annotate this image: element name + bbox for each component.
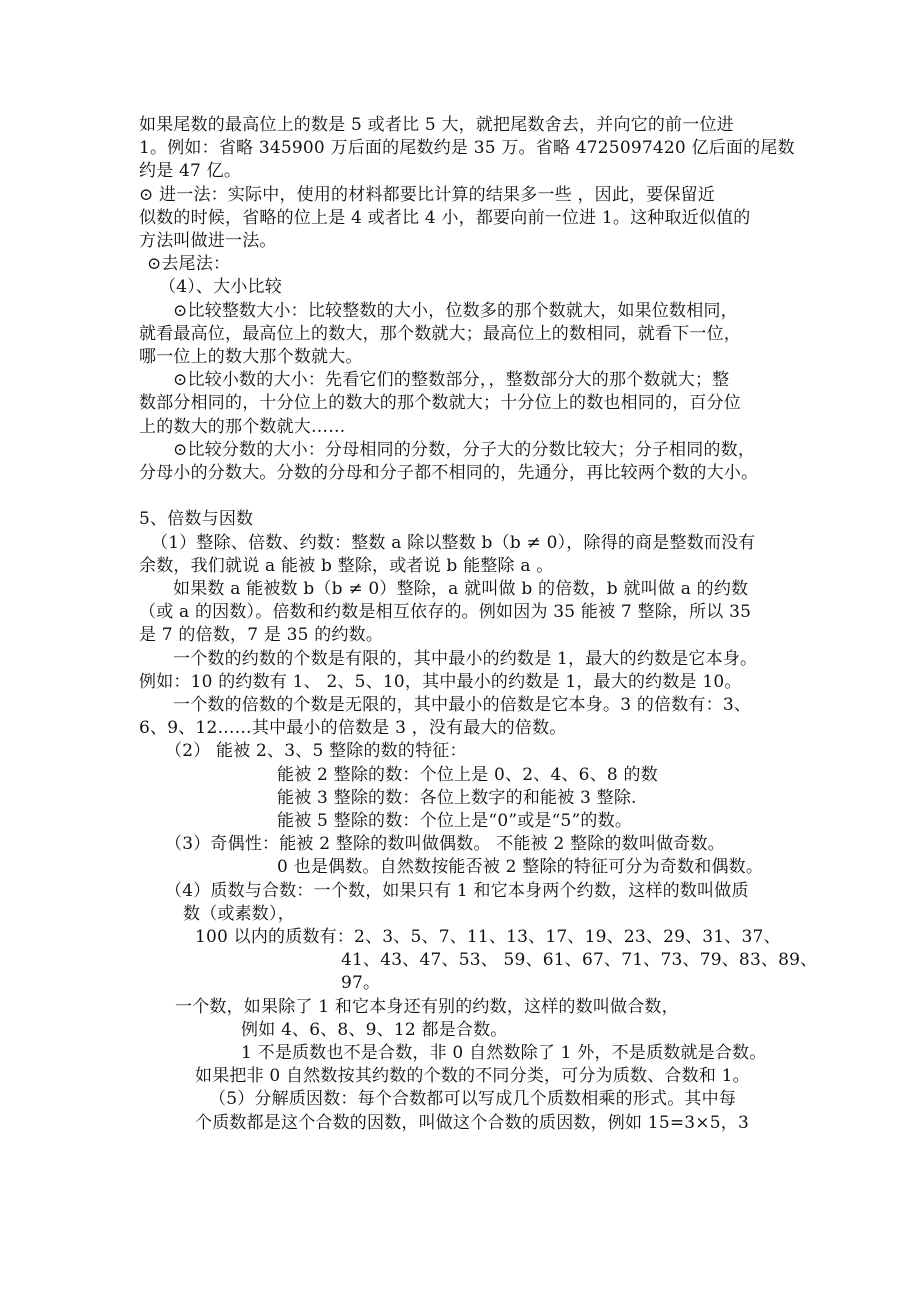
text-line: ⊙比较分数的大小：分母相同的分数，分子大的分数比较大；分子相同的数， — [173, 440, 756, 460]
text-line: 分母小的分数大。分数的分母和分子都不相同的，先通分，再比较两个数的大小。 — [139, 463, 759, 483]
text-line: （3）奇偶性：能被 2 整除的数叫做偶数。 不能被 2 整除的数叫做奇数。 — [165, 834, 725, 854]
text-line: （或 a 的因数）。倍数和约数是相互依存的。例如因为 35 能被 7 整除，所以 35 — [139, 602, 752, 622]
text-line: 就看最高位，最高位上的数大，那个数就大；最高位上的数相同，就看下一位， — [139, 324, 741, 344]
text-line: （4）质数与合数：一个数，如果只有 1 和它本身两个约数，这样的数叫做质 — [165, 881, 749, 901]
text-line: 一个数的约数的个数是有限的，其中最小的约数是 1，最大的约数是它本身。 — [173, 649, 758, 669]
text-line: ⊙ 进一法：实际中，使用的材料都要比计算的结果多一些 ，因此，要保留近 — [139, 185, 716, 205]
text-line: 1。例如：省略 345900 万后面的尾数约是 35 万。省略 4725097420 亿后面的尾数 — [139, 138, 795, 158]
text-line: 100 以内的质数有：2、3、5、7、11、13、17、19、23、29、31、37、 — [195, 927, 781, 947]
text-line: 约是 47 亿。 — [139, 161, 242, 181]
text-line: 上的数大的那个数就大…… — [139, 417, 346, 437]
text-line: 0 也是偶数。自然数按能否被 2 整除的特征可分为奇数和偶数。 — [277, 857, 764, 877]
text-line: ⊙比较整数大小：比较整数的大小，位数多的那个数就大，如果位数相同， — [173, 301, 738, 321]
text-line: 个质数都是这个合数的因数，叫做这个合数的质因数，例如 15=3×5，3 — [195, 1113, 749, 1133]
text-line: （1）整除、倍数、约数：整数 a 除以整数 b（b ≠ 0），除得的商是整数而没有 — [151, 533, 756, 553]
text-line: 是 7 的倍数，7 是 35 的约数。 — [139, 625, 384, 645]
text-line: 一个数的倍数的个数是无限的，其中最小的倍数是它本身。3 的倍数有：3、 — [173, 695, 752, 715]
text-line: 数（或素数）， — [183, 904, 295, 924]
text-line: 能被 5 整除的数：个位上是“0”或是“5”的数。 — [277, 811, 633, 831]
text-line: 如果数 a 能被数 b（b ≠ 0）整除，a 就叫做 b 的倍数，b 就叫做 a 的约数 — [173, 579, 749, 599]
text-line: 一个数，如果除了 1 和它本身还有别的约数，这样的数叫做合数， — [175, 997, 679, 1017]
text-line: 例如：10 的约数有 1、 2、5、10，其中最小的约数是 1，最大的约数是 10。 — [139, 672, 742, 692]
text-line: 如果尾数的最高位上的数是 5 或者比 5 大，就把尾数舍去，并向它的前一位进 — [139, 115, 734, 135]
text-line: ⊙比较小数的大小：先看它们的整数部分，，整数部分大的那个数就大；整 — [173, 370, 730, 390]
text-line: 方法叫做进一法。 — [139, 231, 277, 251]
text-line: 1 不是质数也不是合数，非 0 自然数除了 1 外，不是质数就是合数。 — [241, 1043, 767, 1063]
text-line: （5）分解质因数：每个合数都可以写成几个质数相乘的形式。其中每 — [209, 1089, 737, 1109]
text-line: 例如 4、6、8、9、12 都是合数。 — [241, 1020, 508, 1040]
text-line: 能被 3 整除的数：各位上数字的和能被 3 整除. — [277, 788, 637, 808]
text-line: 如果把非 0 自然数按其约数的个数的不同分类，可分为质数、合数和 1。 — [195, 1066, 750, 1086]
text-line: ⊙去尾法： — [147, 254, 231, 274]
text-line: 97。 — [341, 973, 381, 993]
text-line: （4）、大小比较 — [159, 277, 282, 297]
text-line: 能被 2 整除的数：个位上是 0、2、4、6、8 的数 — [277, 765, 658, 785]
text-line: 余数，我们就说 a 能被 b 整除，或者说 b 能整除 a 。 — [139, 556, 554, 576]
text-line: 哪一位上的数大那个数就大。 — [139, 347, 363, 367]
text-line: 6、9、12……其中最小的倍数是 3 ，没有最大的倍数。 — [139, 718, 567, 738]
text-line: （2） 能被 2、3、5 整除的数的特征： — [165, 741, 467, 761]
text-line: 数部分相同的，十分位上的数大的那个数就大；十分位上的数也相同的，百分位 — [139, 393, 741, 413]
text-line: 似数的时候，省略的位上是 4 或者比 4 小，都要向前一位进 1。这种取近似值的 — [139, 208, 751, 228]
text-line: 41、43、47、53、 59、61、67、71、73、79、83、89、 — [341, 950, 818, 970]
text-line: 5、倍数与因数 — [139, 509, 254, 529]
